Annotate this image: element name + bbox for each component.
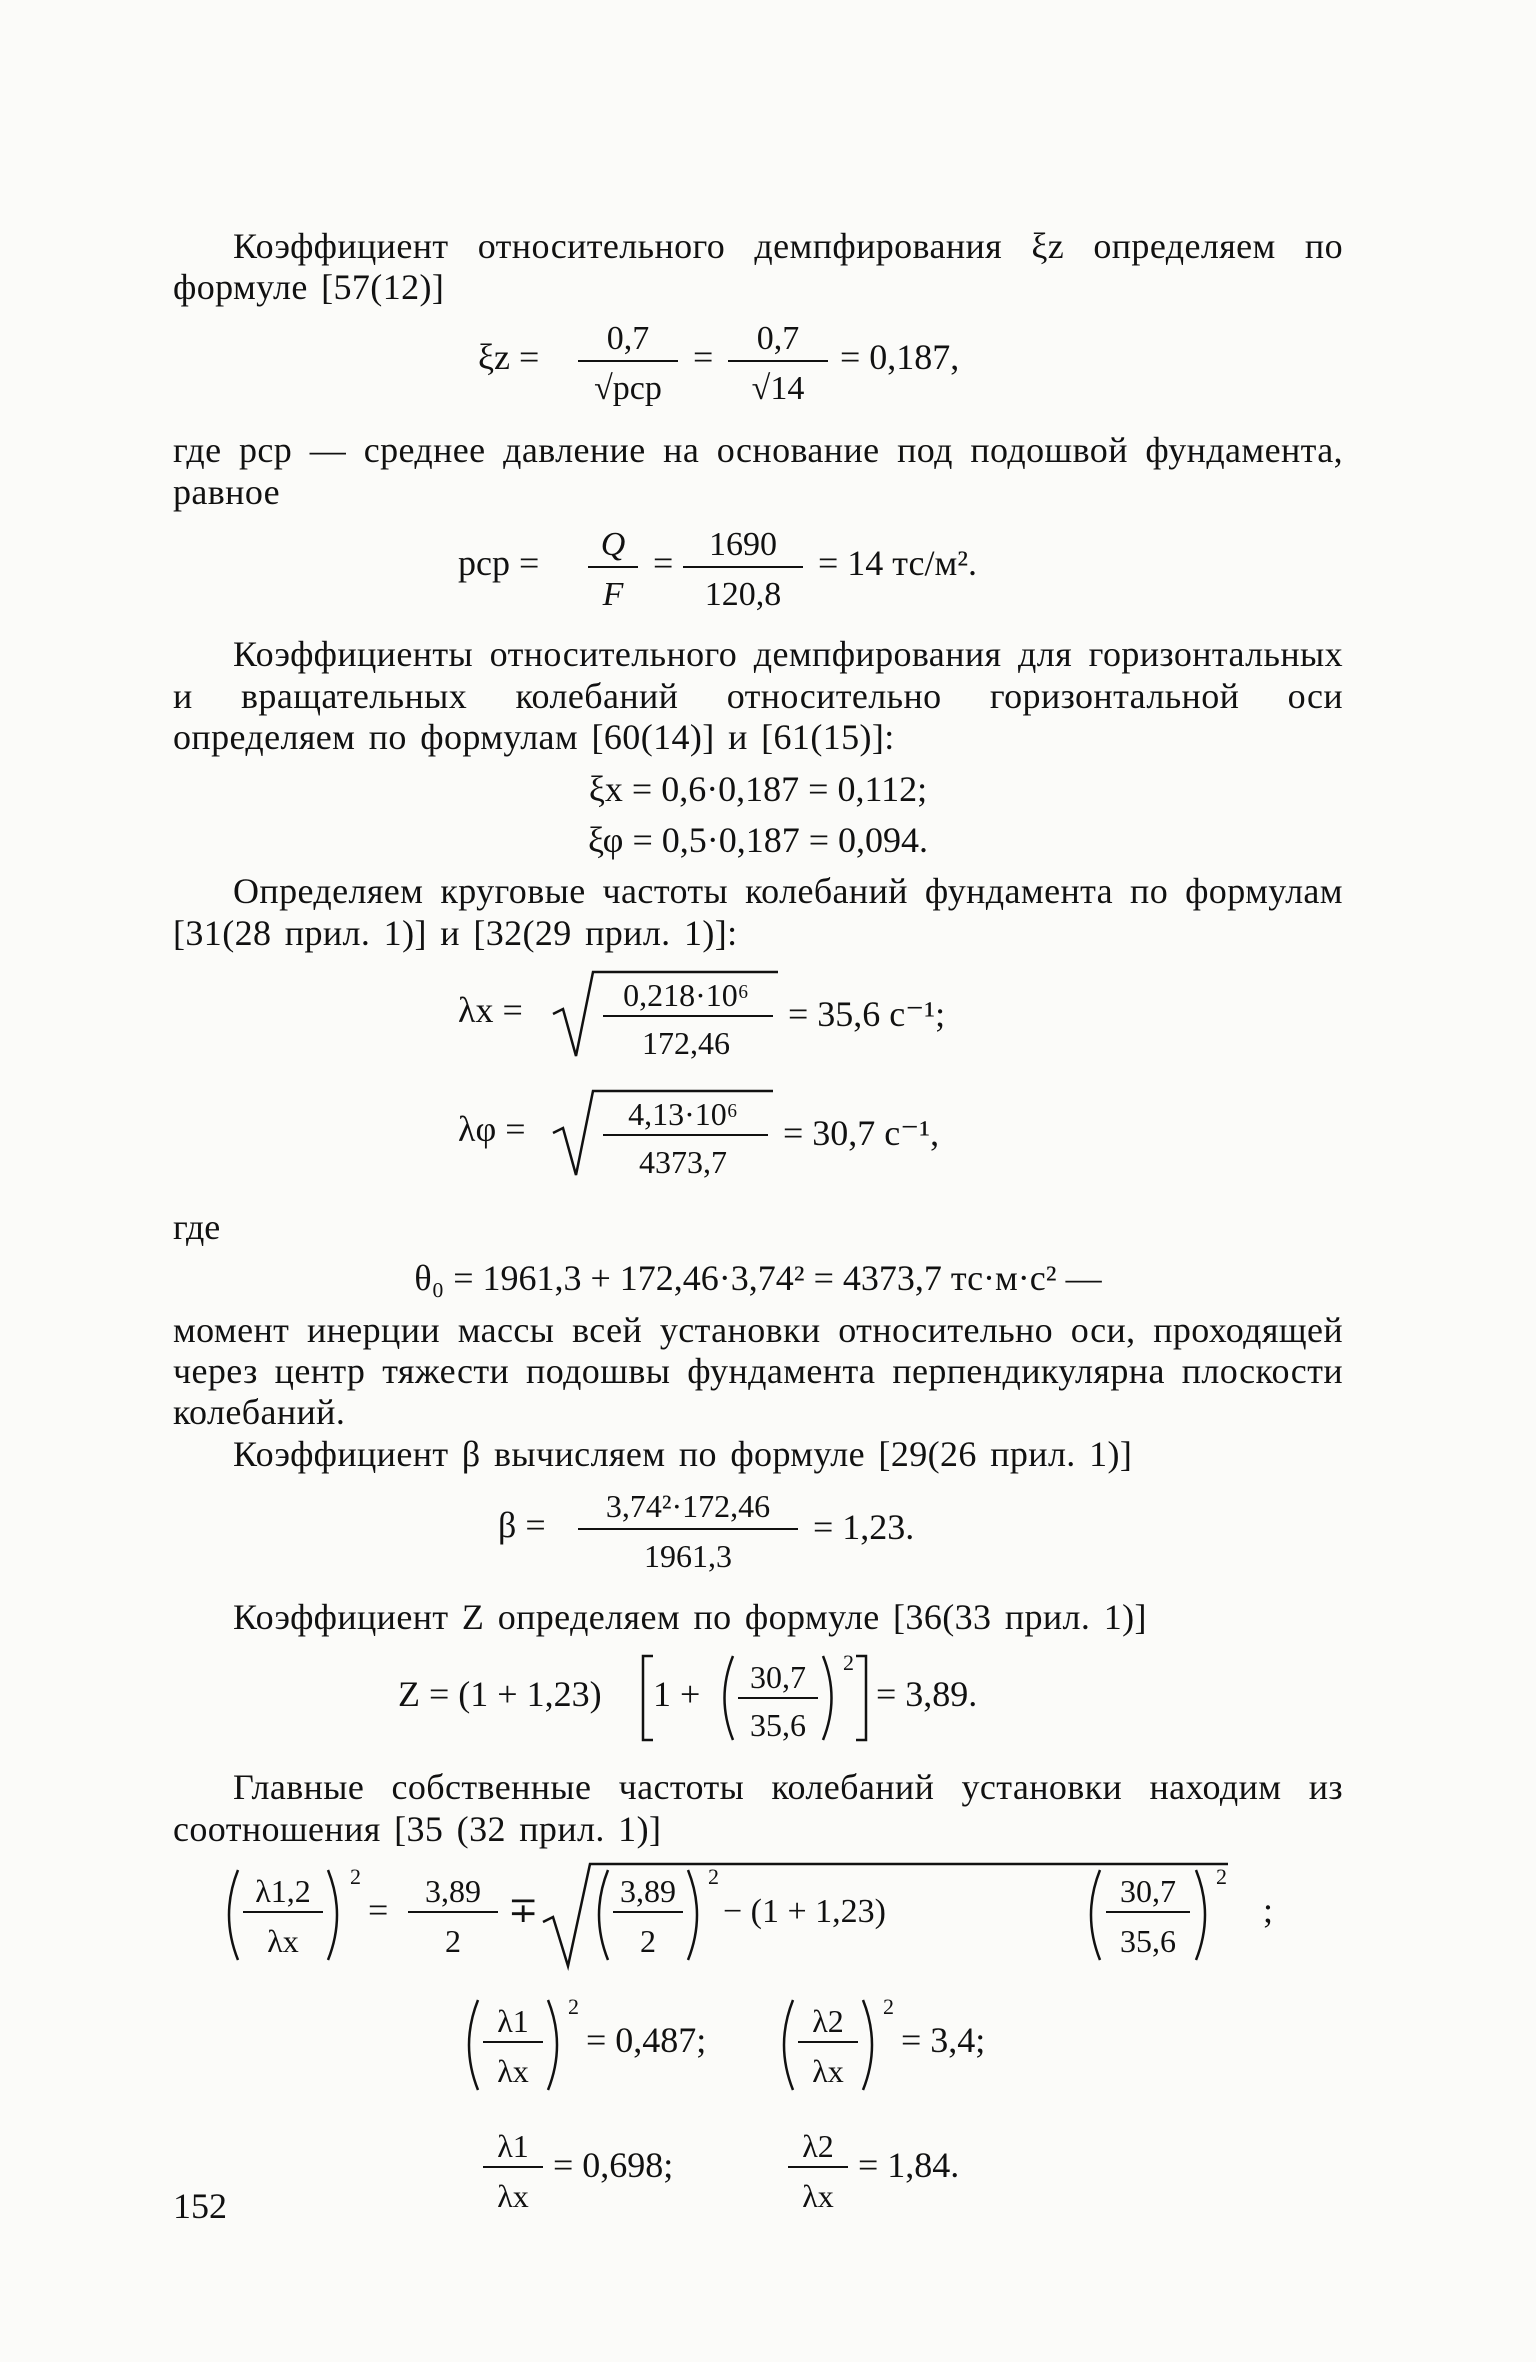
equation-xi-z <box>173 319 1343 420</box>
eq11-result1: = 0,487; <box>586 2019 707 2060</box>
eq1-num2: 0,7 <box>756 319 800 357</box>
eq12-result2: = 1,84. <box>858 2144 960 2185</box>
paragraph-circular-frequencies: Определяем круговые частоты колебаний фундамента по формулам [31(28 прил. 1)] и [32(29 прил. 1)]: <box>173 871 1343 953</box>
eq2-num1: Q <box>600 525 626 563</box>
eq12-den1: λx <box>497 2177 529 2214</box>
page-body <box>173 226 1343 2238</box>
eq9-num: 30,7 <box>750 1658 806 1695</box>
svg-text:2: 2 <box>843 1649 854 1675</box>
equation-lambda-phi <box>173 1083 1343 1192</box>
eq5-result: = 35,6 с⁻¹; <box>788 994 946 1035</box>
eq11-den2: λx <box>812 2052 844 2089</box>
eq8-num: 3,74²·172,46 <box>605 1488 771 1525</box>
equation-lambda-x <box>173 964 1343 1073</box>
eq11-num2: λ2 <box>812 2002 844 2039</box>
eq10-minus-plus: ∓ <box>508 1890 539 1931</box>
eq8-lhs: β = <box>498 1505 546 1546</box>
svg-text:2: 2 <box>708 1864 719 1890</box>
eq2-num2: 1690 <box>709 525 777 563</box>
eq9-lhs: Z = (1 + 1,23) <box>398 1673 602 1714</box>
svg-text:=: = <box>693 336 714 377</box>
paragraph-moment-of-inertia: момент инерции массы всей установки относительно оси, проходящей через центр тяжести подошвы фундамента перпендикулярна плоскости колебаний. <box>173 1309 1343 1433</box>
where-label: где <box>173 1206 221 1247</box>
eq10-num1: 3,89 <box>425 1873 481 1910</box>
eq10-lhs-den: λx <box>267 1923 299 1960</box>
eq8-result: = 1,23. <box>813 1507 915 1548</box>
eq9-den: 35,6 <box>750 1706 806 1743</box>
svg-text:2: 2 <box>883 1993 894 2019</box>
equation-lambda-ratios <box>173 2119 1343 2228</box>
eq5-den: 172,46 <box>642 1025 730 1062</box>
eq12-num2: λ2 <box>802 2127 834 2164</box>
eq2-lhs: pcp = <box>458 542 540 583</box>
eq9-one: 1 + <box>653 1673 701 1714</box>
eq1-lhs: ξz = <box>478 336 540 377</box>
eq6-lhs: λφ = <box>458 1109 526 1150</box>
eq10-den3: 35,6 <box>1120 1923 1176 1960</box>
equation-lambda-squares <box>173 1990 1343 2109</box>
equation-beta <box>173 1485 1343 1586</box>
eq10-lhs-num: λ1,2 <box>255 1873 311 1910</box>
eq12-num1: λ1 <box>497 2127 529 2164</box>
page-number: 152 <box>173 2186 227 2226</box>
eq2-den1: F <box>602 575 624 613</box>
equation-xi-phi: ξφ = 0,5·0,187 = 0,094. <box>587 819 929 860</box>
svg-text:2: 2 <box>350 1864 361 1890</box>
eq9-result: = 3,89. <box>876 1673 978 1714</box>
eq10-num2: 3,89 <box>620 1873 676 1910</box>
eq11-num1: λ1 <box>497 2002 529 2039</box>
eq10-semicolon: ; <box>1263 1890 1274 1931</box>
eq6-den: 4373,7 <box>639 1144 727 1181</box>
eq10-middle: − (1 + 1,23) <box>723 1893 886 1931</box>
eq5-num: 0,218·10⁶ <box>623 977 749 1014</box>
paragraph-pcp-definition: где pcp — среднее давление на основание под подошвой фундамента, равное <box>173 430 1343 512</box>
eq1-den1: √pcp <box>594 369 662 407</box>
equation-xi-x: ξx = 0,6·0,187 = 0,112; <box>588 768 928 809</box>
eq12-den2: λx <box>802 2177 834 2214</box>
eq10-den1: 2 <box>445 1923 461 1960</box>
eq12-result1: = 0,698; <box>553 2144 674 2185</box>
paragraph-natural-frequencies: Главные собственные частоты колебаний установки находим из соотношения [35 (32 прил. 1)] <box>173 1767 1343 1849</box>
paragraph-damping-intro: Коэффициент относительного демпфирования ξz определяем по формуле [57(12)] <box>173 226 1343 308</box>
svg-text:=: = <box>368 1890 389 1931</box>
eq6-result: = 30,7 с⁻¹, <box>783 1113 940 1154</box>
paragraph-beta-formula: Коэффициент β вычисляем по формуле [29(26 прил. 1)] <box>233 1433 1133 1474</box>
svg-text:2: 2 <box>568 1993 579 2019</box>
paragraph-damping-coefficients: Коэффициенты относительного демпфирования для горизонтальных и вращательных колебаний относительно горизонтальной оси определяем по формулам [60(14)] и [61(15)]: <box>173 634 1343 758</box>
svg-text:=: = <box>653 542 674 583</box>
eq2-result: = 14 тс/м². <box>818 542 978 583</box>
equation-lambda-ratio <box>173 1860 1343 1979</box>
svg-text:2: 2 <box>1216 1864 1227 1890</box>
eq10-den2: 2 <box>640 1923 656 1960</box>
eq1-num1: 0,7 <box>606 319 650 357</box>
equation-theta-0: θ₀ = 1961,3 + 172,46·3,74² = 4373,7 тс·м·с² — <box>414 1258 1102 1299</box>
eq1-result: = 0,187, <box>840 336 960 377</box>
eq2-den2: 120,8 <box>704 575 782 613</box>
eq10-num3: 30,7 <box>1120 1873 1176 1910</box>
equation-pcp <box>173 523 1343 624</box>
eq1-den2: √14 <box>751 369 805 407</box>
eq6-num: 4,13·10⁶ <box>628 1096 738 1133</box>
eq8-den: 1961,3 <box>644 1538 732 1575</box>
equation-z <box>173 1648 1343 1757</box>
eq11-den1: λx <box>497 2052 529 2089</box>
paragraph-z-formula: Коэффициент Z определяем по формуле [36(33 прил. 1)] <box>233 1596 1147 1637</box>
eq11-result2: = 3,4; <box>901 2019 986 2060</box>
eq5-lhs: λx = <box>458 990 523 1031</box>
